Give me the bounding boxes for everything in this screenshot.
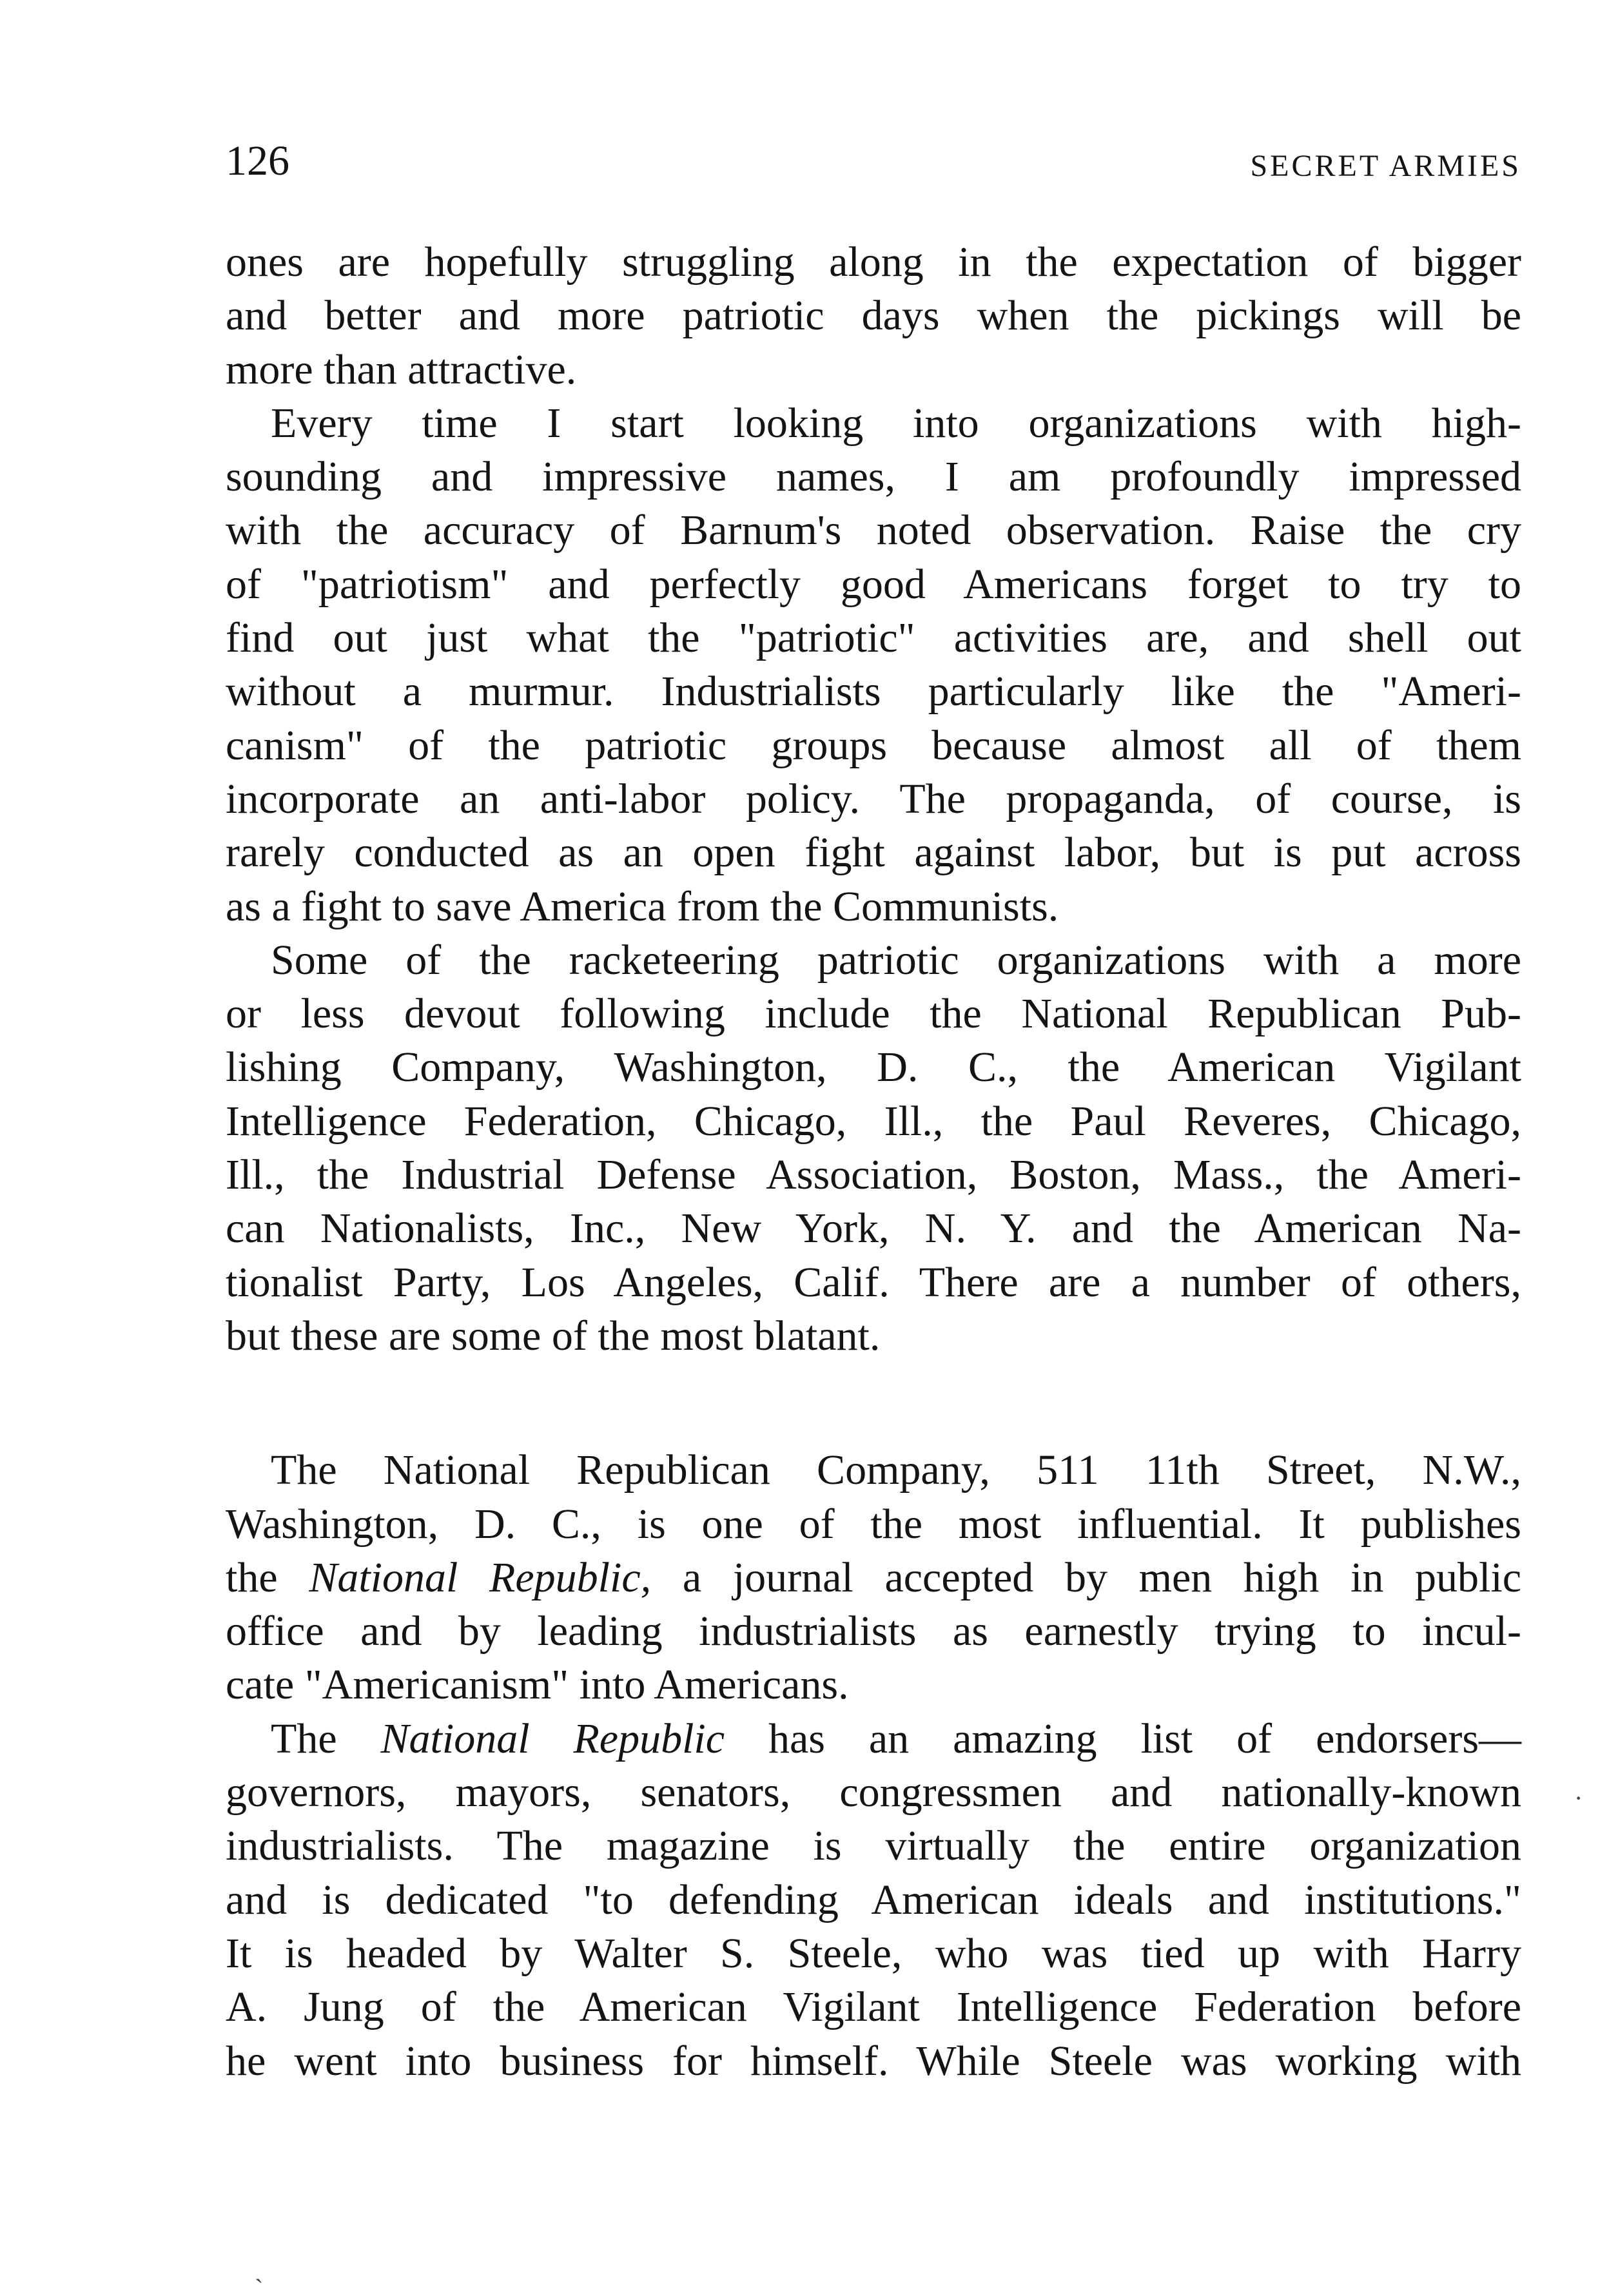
text-line: sounding and impressive names, I am profoundly impressed (226, 453, 1521, 501)
page-number: 126 (226, 137, 289, 184)
text-line: Ill., the Industrial Defense Association, Boston, Mass., the Ameri- (226, 1151, 1521, 1199)
text-line: of "patriotism" and perfectly good Americans forget to try to (226, 560, 1521, 608)
text-line: with the accuracy of Barnum's noted observation. Raise the cry (226, 507, 1521, 554)
text-line: and is dedicated "to defending American ideals and institutions." (226, 1876, 1521, 1923)
running-head: SECRET ARMIES (1250, 149, 1521, 183)
text-line (226, 1551, 1521, 1604)
text-line: or less devout following include the National Republican Pub- (226, 990, 1521, 1038)
text-line: as a fight to save America from the Communists. (226, 882, 1059, 930)
paragraph-4 (226, 1443, 1521, 1711)
text-line: office and by leading industrialists as earnestly trying to incul- (226, 1608, 1521, 1655)
text-line: ones are hopefully struggling along in the expectation of bigger (226, 238, 1521, 286)
text-line: It is headed by Walter S. Steele, who was tied up with Harry (226, 1929, 1521, 1977)
text-line: Washington, D. C., is one of the most influential. It publishes (226, 1500, 1521, 1548)
text-run: The (271, 1715, 381, 1762)
text-line (226, 1712, 1521, 1766)
paragraph-3 (226, 933, 1521, 1363)
body-text (226, 235, 1521, 2088)
text-line: without a murmur. Industrialists particularly like the "Ameri- (226, 668, 1521, 715)
text-line: lishing Company, Washington, D. C., the American Vigilant (226, 1044, 1521, 1091)
text-line: more than attractive. (226, 345, 577, 393)
scan-speck: · (1574, 1784, 1583, 1813)
text-line: governors, mayors, senators, congressmen and nationally-known (226, 1769, 1521, 1816)
text-line: Intelligence Federation, Chicago, Ill., the Paul Reveres, Chicago, (226, 1097, 1521, 1145)
paragraph-2 (226, 396, 1521, 933)
text-line: canism" of the patriotic groups because almost all of them (226, 721, 1521, 769)
text-line: tionalist Party, Los Angeles, Calif. There are a number of others, (226, 1258, 1521, 1306)
page-header (226, 132, 1521, 190)
text-line: he went into business for himself. While Steele was working with (226, 2037, 1521, 2085)
section-break (226, 1363, 1521, 1443)
text-run: has an amazing list of endorsers— (725, 1715, 1521, 1762)
paragraph-5 (226, 1712, 1521, 2088)
journal-title-italic: National Republic (380, 1715, 725, 1762)
text-line: Every time I start looking into organizations with high- (271, 399, 1521, 447)
text-line: The National Republican Company, 511 11th Street, N.W., (271, 1446, 1521, 1494)
text-line: and better and more patriotic days when the pickings will be (226, 292, 1521, 340)
text-line: industrialists. The magazine is virtually the entire organization (226, 1822, 1521, 1870)
text-line: rarely conducted as an open fight against labor, but is put across (226, 829, 1521, 877)
paragraph-1 (226, 235, 1521, 396)
text-line: A. Jung of the American Vigilant Intelligence Federation before (226, 1983, 1521, 2031)
journal-title-italic: National Republic, (309, 1553, 652, 1601)
text-run: a journal accepted by men high in public (651, 1553, 1521, 1601)
text-line: but these are some of the most blatant. (226, 1312, 881, 1359)
text-run: the (226, 1553, 309, 1601)
text-line: cate "Americanism" into Americans. (226, 1661, 849, 1709)
text-line: incorporate an anti-labor policy. The propaganda, of course, is (226, 775, 1521, 822)
scan-speck: ˎ (255, 2254, 264, 2283)
text-line: Some of the racketeering patriotic organizations with a more (271, 936, 1521, 984)
text-line: can Nationalists, Inc., New York, N. Y. and the American Na- (226, 1205, 1521, 1252)
text-line: find out just what the "patriotic" activities are, and shell out (226, 614, 1521, 662)
